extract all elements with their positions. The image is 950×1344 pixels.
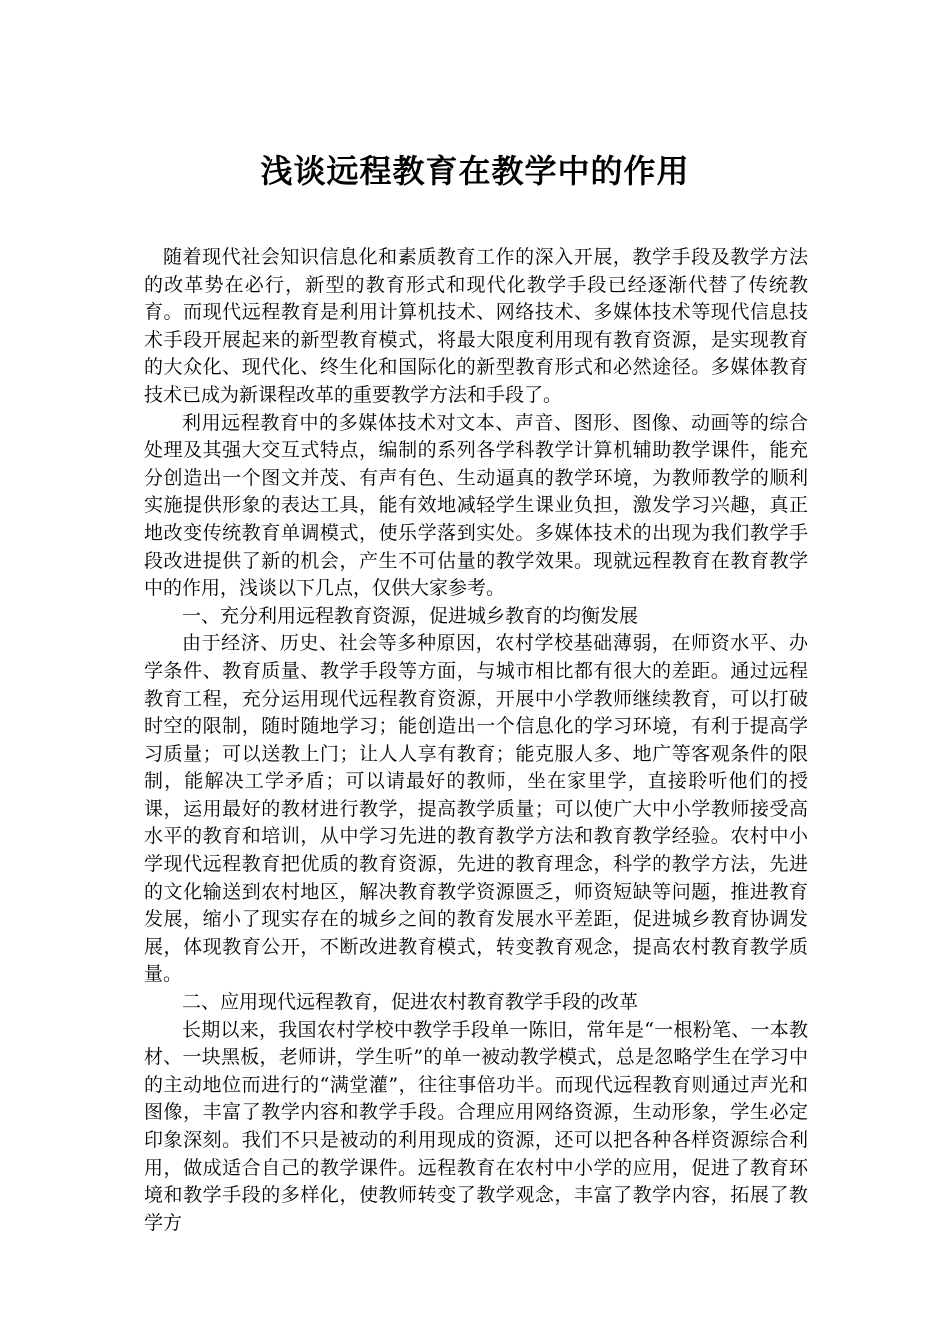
section-heading-1: 一、充分利用远程教育资源，促进城乡教育的均衡发展 (182, 604, 639, 627)
paragraph-multimedia: 利用远程教育中的多媒体技术对文本、声音、图形、图像、动画等的综合处理及其强大交互式特点，编制的系列各学科教学计算机辅助教学课件，能充分创造出一个图文并茂、有声有色、生动逼真的教学环境，为教师教学的顺利实施提供形象的表达工具，能有效地减轻学生课业负担，激发学习兴趣，真正地改变传统教育单调模式，使乐学落到实处。多媒体技术的出现为我们教学手段改进提供了新的机会，产生不可估量的教学效果。现就远程教育在教育教学中的作用，浅谈以下几点，仅供大家参考。 (144, 411, 808, 600)
paragraph-intro: 随着现代社会知识信息化和素质教育工作的深入开展，教学手段及教学方法的改革势在必行，新型的教育形式和现代化教学手段已经逐渐代替了传统教育。而现代远程教育是利用计算机技术、网络技术、多媒体技术等现代信息技术手段开展起来的新型教育模式，将最大限度利用现有教育资源，是实现教育的大众化、现代化、终生化和国际化的新型教育形式和必然途径。多媒体教育技术已成为新课程改革的重要教学方法和手段了。 (144, 246, 808, 406)
section-heading-2: 二、应用现代远程教育，促进农村教育教学手段的改革 (182, 991, 639, 1014)
paragraph-section-1: 由于经济、历史、社会等多种原因，农村学校基础薄弱，在师资水平、办学条件、教育质量、教学手段等方面，与城市相比都有很大的差距。通过远程教育工程，充分运用现代远程教育资源，开展中小学教师继续教育，可以打破时空的限制，随时随地学习；能创造出一个信息化的学习环境，有利于提高学习质量；可以送教上门；让人人享有教育；能克服人多、地广等客观条件的限制，能解决工学矛盾；可以请最好的教师，坐在家里学，直接聆听他们的授课，运用最好的教材进行教学，提高教学质量；可以使广大中小学教师接受高水平的教育和培训，从中学习先进的教育教学方法和教育教学经验。农村中小学现代远程教育把优质的教育资源，先进的教育理念，科学的教学方法，先进的文化输送到农村地区，解决教育教学资源匮乏，师资短缺等问题，推进教育发展，缩小了现实存在的城乡之间的教育发展水平差距，促进城乡教育协调发展，体现教育公开，不断改进教育模式，转变教育观念，提高农村教育教学质量。 (144, 632, 808, 986)
paragraph-section-2: 长期以来，我国农村学校中教学手段单一陈旧，常年是“一根粉笔、一本教材、一块黑板，老师讲，学生听”的单一被动教学模式，总是忽略学生在学习中的主动地位而进行的“满堂灌”，往往事倍功半。而现代远程教育则通过声光和图像，丰富了教学内容和教学手段。合理应用网络资源，生动形象，学生必定印象深刻。我们不只是被动的利用现成的资源，还可以把各种各样资源综合利用，做成适合自己的教学课件。远程教育在农村中小学的应用，促进了教育环境和教学手段的多样化，使教师转变了教学观念，丰富了教学内容，拓展了教学方 (144, 1018, 808, 1234)
document-body (144, 244, 808, 1237)
document-title: 浅谈远程教育在教学中的作用 (260, 152, 690, 191)
